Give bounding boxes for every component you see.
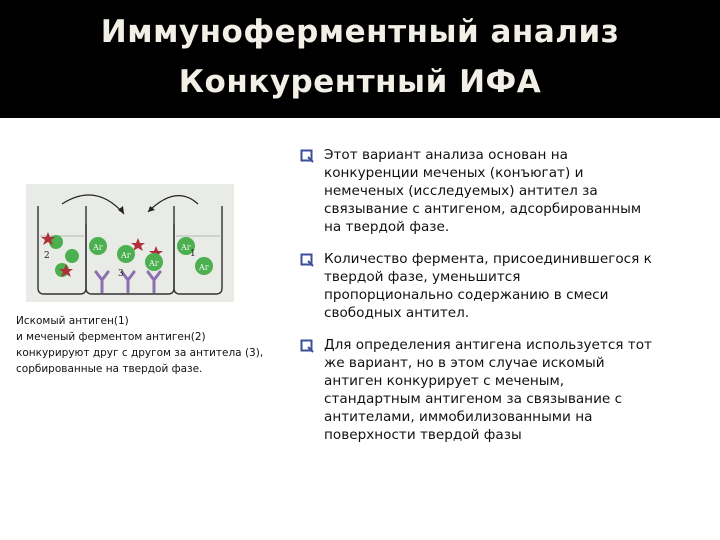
svg-text:Аг: Аг — [120, 251, 132, 260]
bullet-line: антиген конкурирует с меченым, — [324, 373, 565, 389]
bullet-line: Количество фермента, присоединившегося к — [324, 251, 652, 267]
bullet-line: Для определения антигена используется тот — [324, 337, 652, 353]
slide-title: Иммуноферментный анализ — [100, 14, 620, 50]
bullet-text — [324, 146, 714, 236]
caption-line: сорбированные на твердой фазе. — [16, 363, 203, 375]
svg-text:Аг: Аг — [180, 243, 192, 252]
number-label-3: 3 — [118, 269, 124, 279]
bullet-line: Этот вариант анализа основан на — [324, 147, 568, 163]
competitive-elisa-diagram — [26, 184, 234, 302]
bullet-line: же вариант, но в этом случае искомый — [324, 355, 605, 371]
checkbox-bullet-icon — [300, 339, 314, 353]
bullet-line: свободных антител. — [324, 305, 470, 321]
title-bar — [0, 0, 720, 118]
antigen-well-3 — [145, 253, 163, 271]
svg-text:Аг: Аг — [198, 263, 210, 272]
bullet-line: стандартным антигеном за связывание с — [324, 391, 623, 407]
slide-subtitle: Конкурентный ИФА — [178, 64, 542, 100]
bullet-line: поверхности твердой фазы — [324, 427, 522, 443]
bullet-line: твердой фазе, уменьшится — [324, 269, 521, 285]
number-label-2: 2 — [44, 251, 50, 261]
bullet-line: немеченых (исследуемых) антител за — [324, 183, 598, 199]
bullet-line: пропорционально содержанию в смеси — [324, 287, 609, 303]
antigen-left-2 — [65, 249, 79, 263]
svg-text:Аг: Аг — [148, 259, 160, 268]
bullet-line: антителами, иммобилизованными на — [324, 409, 593, 425]
svg-text:Аг: Аг — [92, 243, 104, 252]
caption-line: и меченый ферментом антиген(2) — [16, 331, 206, 343]
antigen-well-1 — [89, 237, 107, 255]
antigen-right-2 — [195, 257, 213, 275]
caption-line: Искомый антиген(1) — [16, 315, 129, 327]
bullet-text — [324, 336, 714, 444]
bullet-line: на твердой фазе. — [324, 219, 450, 235]
bullet-text — [324, 250, 714, 322]
bullet-line: связывание с антигеном, адсорбированным — [324, 201, 642, 217]
caption-line: конкурируют друг с другом за антитела (3), — [16, 347, 264, 359]
antigen-well-2 — [117, 245, 135, 263]
figure-caption — [16, 313, 286, 377]
checkbox-bullet-icon — [300, 253, 314, 267]
number-label-1: 1 — [190, 249, 196, 259]
bullet-line: конкуренции меченых (конъюгат) и — [324, 165, 584, 181]
checkbox-bullet-icon — [300, 149, 314, 163]
